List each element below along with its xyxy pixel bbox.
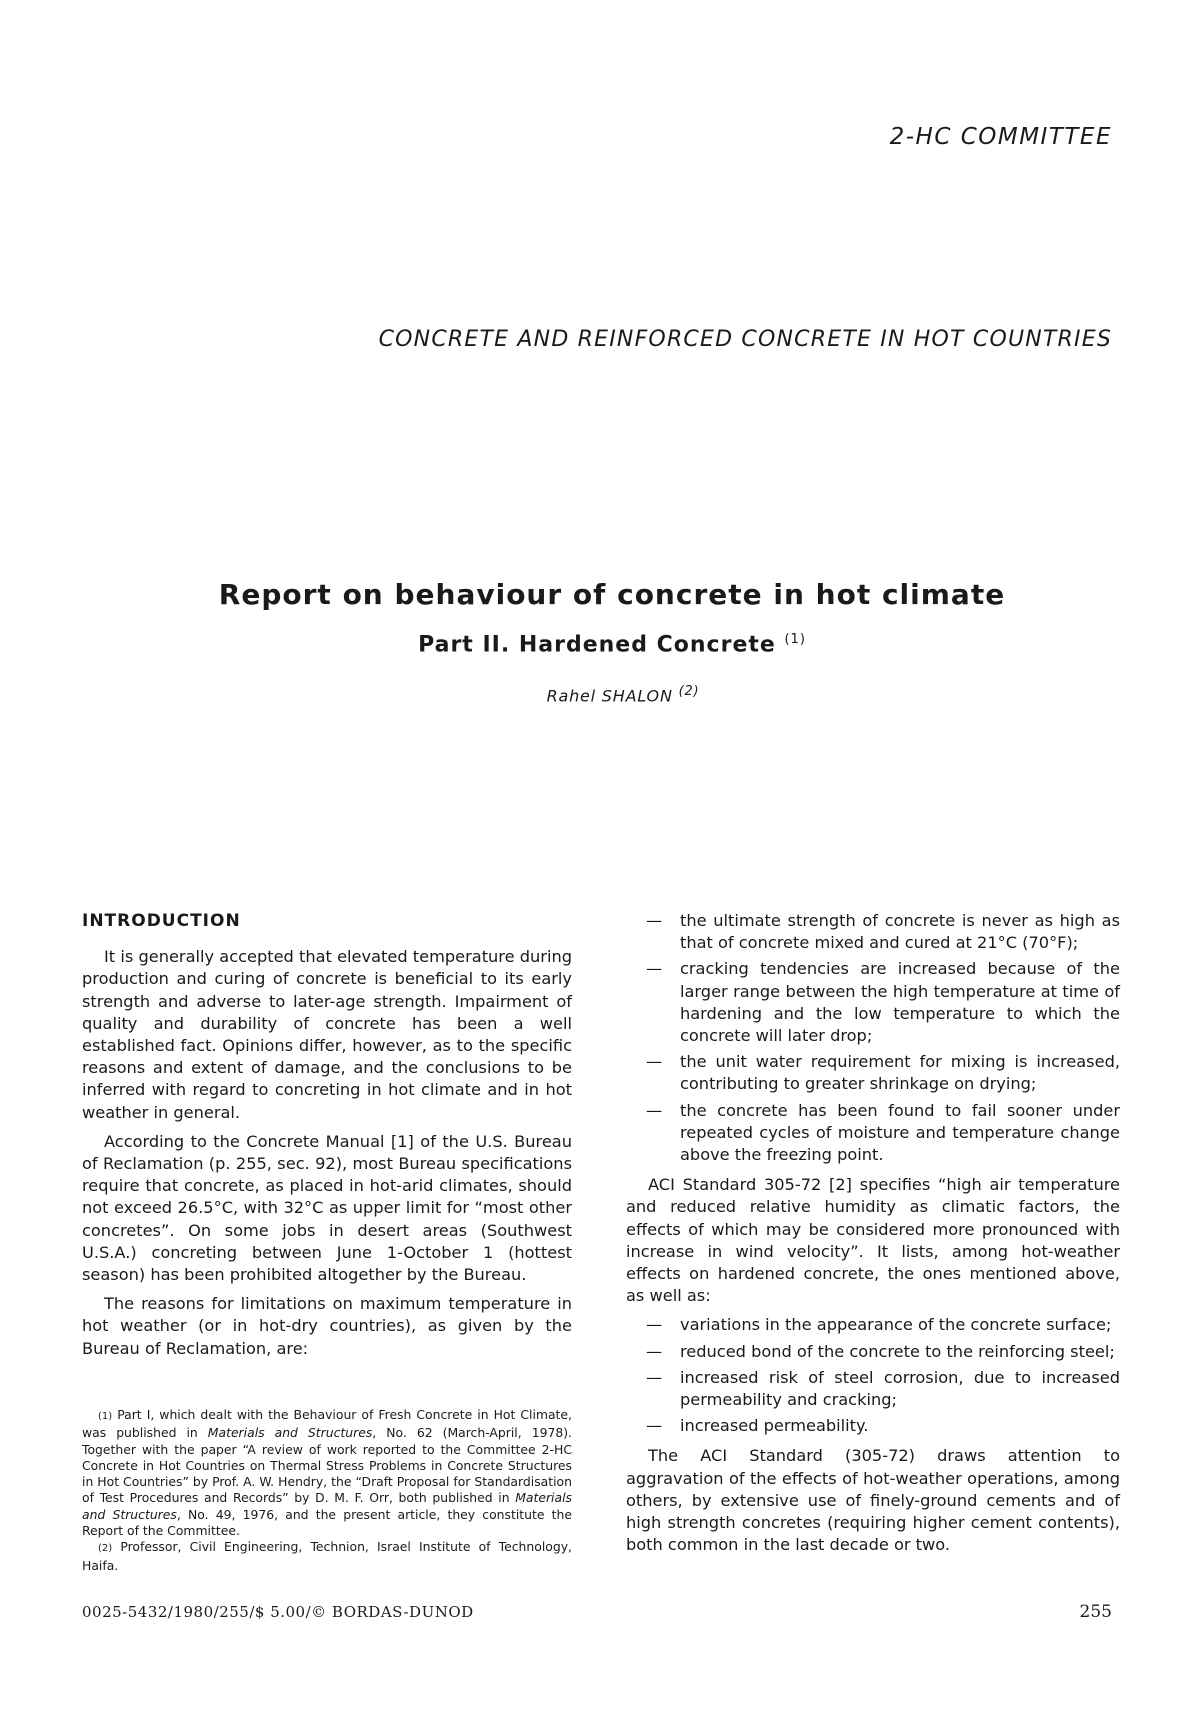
footnote-text: Professor, Civil Engineering, Technion, Israel Institute of Technology, Haifa.: [82, 1539, 572, 1573]
paragraph: The ACI Standard (305-72) draws attention to aggravation of the effects of hot-weather operations, among others, by extensive use of finely-ground cements and of high strength concretes (requiring higher cement contents), both common in the last decade or two.: [626, 1446, 1120, 1555]
list-item: — increased permeability.: [626, 1415, 1120, 1437]
part-title-note: (1): [784, 632, 806, 647]
list-item: — reduced bond of the concrete to the reinforcing steel;: [626, 1341, 1120, 1363]
list-item: — cracking tendencies are increased because of the larger range between the high temperature at time of hardening and the low temperature to which the concrete will later drop;: [626, 958, 1120, 1047]
footnote-mark: (1): [98, 1411, 113, 1422]
page-number: 255: [1079, 1602, 1112, 1622]
author-name: Rahel SHALON: [546, 686, 673, 706]
footnotes: [82, 1407, 572, 1574]
committee-header: 2-HC COMMITTEE: [889, 124, 1112, 150]
author: [0, 684, 1200, 705]
left-column: [82, 910, 572, 1367]
paragraph: According to the Concrete Manual [1] of the U.S. Bureau of Reclamation (p. 255, sec. 92), most Bureau specifications require that concrete, as placed in hot-arid climates, should not exceed 26.5°C, with 32°C as upper limit for “most other concretes”. On some jobs in desert areas (Southwest U.S.A.) concreting between June 1-October 1 (hottest season) has been prohibited altogether by the Bureau.: [82, 1131, 572, 1285]
footnote-text: Part I, which dealt with the Behaviour of Fresh Concrete in Hot Climate, was published in: [82, 1407, 572, 1441]
list-item: — increased risk of steel corrosion, due to increased permeability and cracking;: [626, 1367, 1120, 1411]
footnote-2: [82, 1539, 572, 1574]
bullet-list: [626, 910, 1120, 1166]
paragraph: ACI Standard 305-72 [2] specifies “high air temperature and reduced relative humidity as climatic factors, the effects of which may be considered more pronounced with increase in wind velocity”. It lists, among hot-weather effects on hardened concrete, the ones mentioned above, as well as:: [626, 1175, 1120, 1306]
journal-name: Materials and Structures: [82, 1490, 572, 1522]
paragraph: The reasons for limitations on maximum temperature in hot weather (or in hot-dry countries), as given by the Bureau of Reclamation, are:: [82, 1294, 572, 1358]
paragraph: It is generally accepted that elevated temperature during production and curing of concrete is beneficial to its early strength and adverse to later-age strength. Impairment of quality and durability of concrete has been a well established fact. Opinions differ, however, as to the specific reasons and extent of damage, and the conclusions to be inferred with regard to concreting in hot climate and in hot weather in general.: [82, 947, 572, 1122]
right-column: [626, 910, 1120, 1563]
list-item: — the ultimate strength of concrete is never as high as that of concrete mixed and cured at 21°C (70°F);: [626, 910, 1120, 954]
article-title: Report on behaviour of concrete in hot climate: [218, 578, 1006, 611]
footnote-mark: (2): [98, 1543, 113, 1555]
list-item: — variations in the appearance of the concrete surface;: [626, 1314, 1120, 1336]
bullet-list: [626, 1314, 1120, 1437]
list-item: — the unit water requirement for mixing is increased, contributing to greater shrinkage on drying;: [626, 1051, 1120, 1095]
footnote-1: [82, 1407, 572, 1539]
author-note: (2): [678, 684, 700, 699]
series-title: CONCRETE AND REINFORCED CONCRETE IN HOT COUNTRIES: [378, 327, 1112, 352]
footnote-text: , No. 49, 1976, and the present article, they constitute the Report of the Committee.: [82, 1506, 572, 1539]
journal-name: Materials and Structures: [207, 1425, 373, 1441]
footer-issn: 0025-5432/1980/255/$ 5.00/© BORDAS-DUNOD: [82, 1603, 474, 1621]
part-title-text: Part II. Hardened Concrete: [418, 632, 776, 658]
section-heading-introduction: INTRODUCTION: [82, 911, 241, 931]
footnote-text: , No. 62 (March-April, 1978). Together with the paper “A review of work reported to the Committee 2-HC Concrete in Hot Countries on Thermal Stress Problems in Concrete Structures in Hot Countries” by Prof. A. W. Hendry, the “Draft Proposal for Standardisation of Test Procedures and Records” by D. M. F. Orr, both published in: [82, 1425, 572, 1506]
part-title: [0, 632, 1200, 657]
list-item: — the concrete has been found to fail sooner under repeated cycles of moisture and temperature change above the freezing point.: [626, 1100, 1120, 1167]
